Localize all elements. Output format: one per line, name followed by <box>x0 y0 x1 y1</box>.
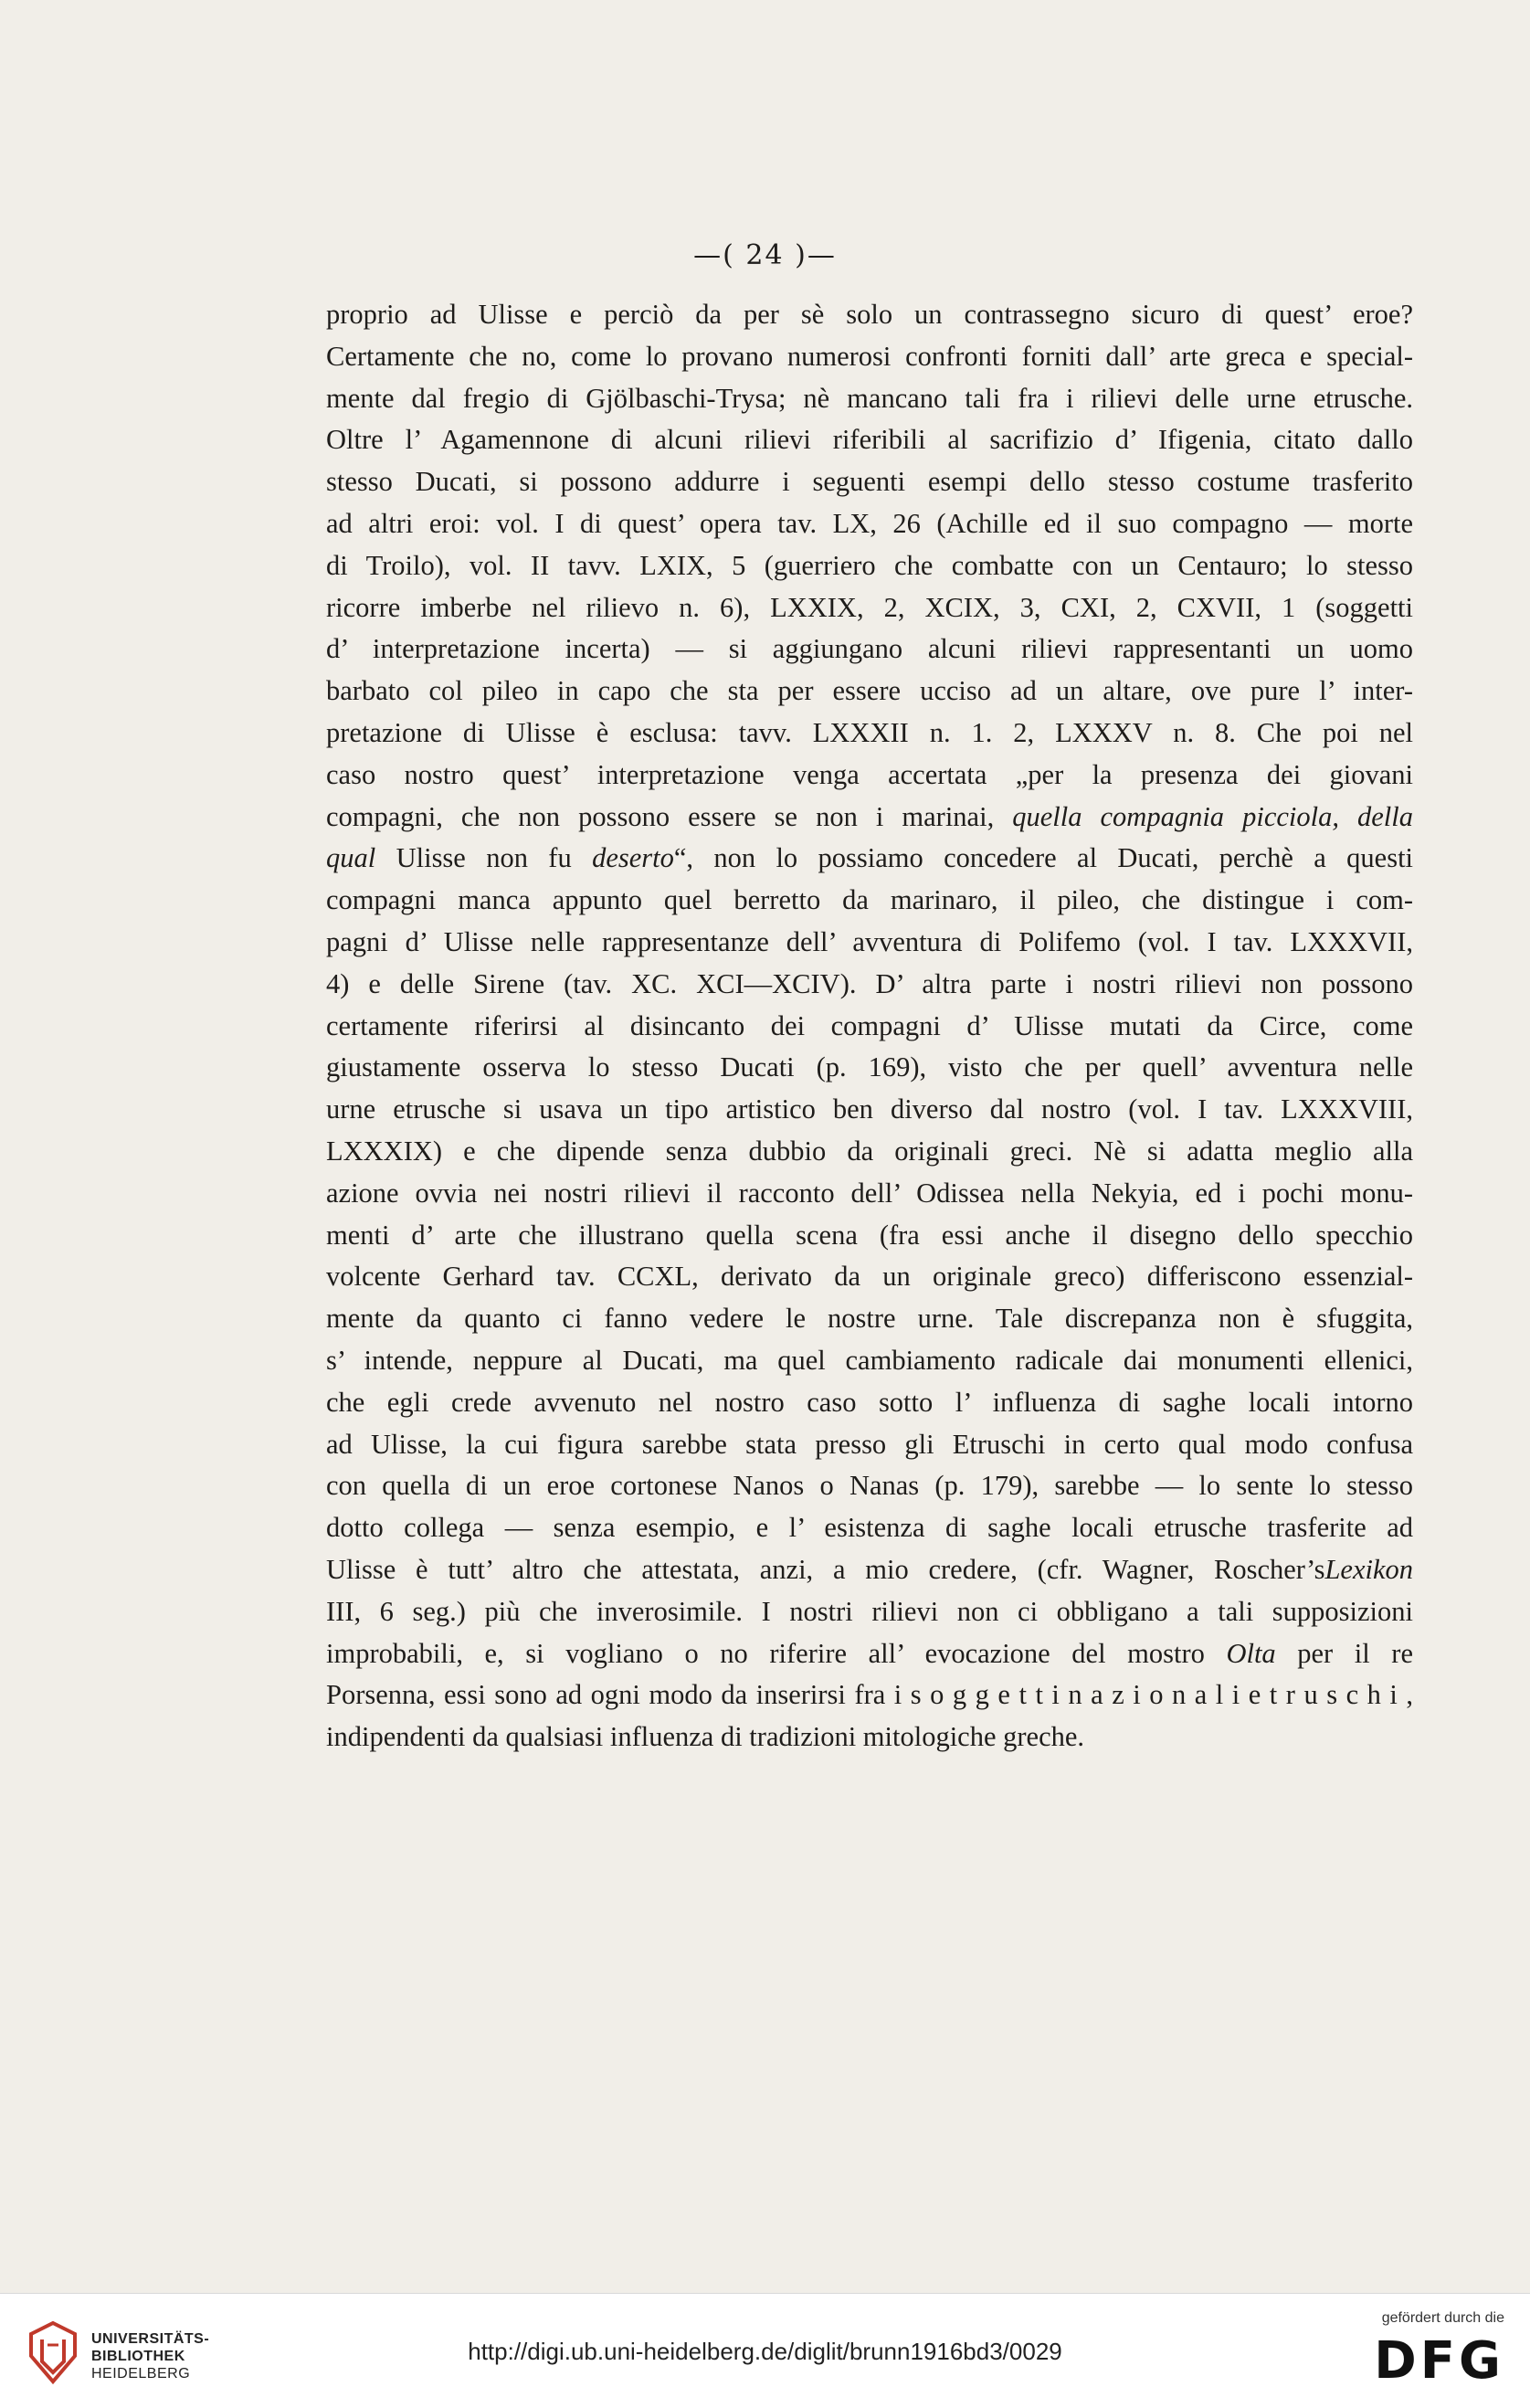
text-line: volcente Gerhard tav. CCXL, derivato da un originale greco) differiscono essenzial- <box>326 1261 1413 1293</box>
text-line: compagni manca appunto quel berretto da marinaro, il pileo, che distingue i com- <box>326 884 1413 916</box>
text-run: Ulisse non fu <box>396 842 572 874</box>
text-line: mente dal fregio di Gjölbaschi-Trysa; nè mancano tali fra i rilievi delle urne etrusche. <box>326 382 1413 414</box>
text-line: pagni d’ Ulisse nelle rappresentanze dell’ avventura di Polifemo (vol. I tav. LXXXVII, <box>326 925 1413 957</box>
text-line-mixed <box>326 1633 1413 1675</box>
text-line: dotto collega — senza esempio, e l’ esistenza di saghe locali etrusche trasferite ad <box>326 1512 1413 1544</box>
text-line: che egli crede avvenuto nel nostro caso sotto l’ influenza di saghe locali intorno <box>326 1386 1413 1418</box>
italic-run: Olta <box>1226 1637 1276 1669</box>
text-line-mixed <box>326 1549 1413 1591</box>
text-line: 4) e delle Sirene (tav. XC. XCI—XCIV). D’ altra parte i nostri rilievi non possono <box>326 967 1413 999</box>
text-line: ad altri eroi: vol. I di quest’ opera tav. LX, 26 (Achille ed il suo compagno — morte <box>326 507 1413 539</box>
body-text <box>326 294 1413 1758</box>
text-line: azione ovvia nei nostri rilievi il racconto dell’ Odissea nella Nekyia, ed i pochi monu- <box>326 1177 1413 1209</box>
text-line-mixed <box>326 838 1413 880</box>
library-name-line: UNIVERSITÄTS- <box>91 2331 210 2347</box>
italic-run: qual <box>326 842 376 874</box>
library-name-line: BIBLIOTHEK <box>91 2349 185 2364</box>
text-line: ricorre imberbe nel rilievo n. 6), LXXIX, 2, XCIX, 3, CXI, 2, CXVII, 1 (soggetti <box>326 591 1413 623</box>
funding-text: gefördert durch die <box>1381 2310 1504 2326</box>
text-run: per il re <box>1275 1637 1413 1669</box>
italic-run: deserto <box>592 842 674 874</box>
permalink-url[interactable]: http://digi.ub.uni-heidelberg.de/diglit/brunn1916bd3/0029 <box>468 2338 1062 2365</box>
text-line: caso nostro quest’ interpretazione venga accertata „per la presenza dei giovani <box>326 758 1413 790</box>
text-line: Oltre l’ Agamennone di alcuni rilievi riferibili al sacrifizio d’ Ifigenia, citato dallo <box>326 424 1413 456</box>
text-line: indipendenti da qualsiasi influenza di tradizioni mitologiche greche. <box>326 1721 1085 1753</box>
italic-run: Lexikon <box>1324 1553 1413 1585</box>
text-line: d’ interpretazione incerta) — si aggiungano alcuni rilievi rappresentanti un uomo <box>326 633 1413 665</box>
spaced-run: s o g g e t t i n a z i o n a l i e t r u s c h i , <box>910 1679 1413 1711</box>
text-line: mente da quanto ci fanno vedere le nostre urne. Tale discrepanza non è sfuggita, <box>326 1303 1413 1335</box>
text-run: Porsenna, essi sono ad ogni modo da inserirsi fra i <box>326 1679 902 1711</box>
text-run: compagni, che non possono essere se non i marinai, <box>326 800 995 832</box>
text-line: di Troilo), vol. II tavv. LXIX, 5 (guerriero che combatte con un Centauro; lo stesso <box>326 549 1413 581</box>
library-name-line: HEIDELBERG <box>91 2366 191 2382</box>
text-line-mixed <box>326 1674 1413 1716</box>
italic-run: quella compagnia picciola, della <box>1012 800 1413 832</box>
text-line: barbato col pileo in capo che sta per essere ucciso ad un altare, ove pure l’ inter- <box>326 675 1413 707</box>
text-line: con quella di un eroe cortonese Nanos o Nanas (p. 179), sarebbe — lo sente lo stesso <box>326 1470 1413 1502</box>
text-line: Certamente che no, come lo provano numerosi confronti forniti dall’ arte greca e special- <box>326 340 1413 372</box>
text-line: pretazione di Ulisse è esclusa: tavv. LXXXII n. 1. 2, LXXXV n. 8. Che poi nel <box>326 716 1413 748</box>
text-line: urne etrusche si usava un tipo artistico ben diverso dal nostro (vol. I tav. LXXXVIII, <box>326 1093 1413 1125</box>
text-run: Ulisse è tutt’ altro che attestata, anzi, a mio credere, (cfr. Wagner, Roscher’s <box>326 1553 1325 1585</box>
text-line-mixed <box>326 797 1413 839</box>
text-line: LXXXIX) e che dipende senza dubbio da originali greci. Nè si adatta meglio alla <box>326 1135 1413 1167</box>
text-line: menti d’ arte che illustrano quella scena (fra essi anche il disegno dello specchio <box>326 1219 1413 1251</box>
text-line: certamente riferirsi al disincanto dei compagni d’ Ulisse mutati da Circe, come <box>326 1009 1413 1041</box>
funder-logo[interactable] <box>1331 2310 1504 2397</box>
text-line: proprio ad Ulisse e perciò da per sè solo un contrassegno sicuro di quest’ eroe? <box>326 299 1413 330</box>
text-line: III, 6 seg.) più che inverosimile. I nostri rilievi non ci obbligano a tali supposizioni <box>326 1595 1413 1627</box>
dfg-mark: DFG <box>1374 2331 1504 2391</box>
text-line: ad Ulisse, la cui figura sarebbe stata presso gli Etruschi in certo qual modo confusa <box>326 1428 1413 1460</box>
viewer-footer <box>0 2293 1530 2408</box>
text-run: improbabili, e, si vogliano o no riferire all’ evocazione del mostro <box>326 1637 1205 1669</box>
text-line: stesso Ducati, si possono addurre i seguenti esempi dello stesso costume trasferito <box>326 466 1413 498</box>
page-number: —( 24 )— <box>693 239 837 271</box>
text-line: giustamente osserva lo stesso Ducati (p. 169), visto che per quell’ avventura nelle <box>326 1051 1413 1083</box>
text-line: s’ intende, neppure al Ducati, ma quel cambiamento radicale dai monumenti ellenici, <box>326 1344 1413 1376</box>
text-run: “, non lo possiamo concedere al Ducati, perchè a questi <box>673 842 1413 874</box>
